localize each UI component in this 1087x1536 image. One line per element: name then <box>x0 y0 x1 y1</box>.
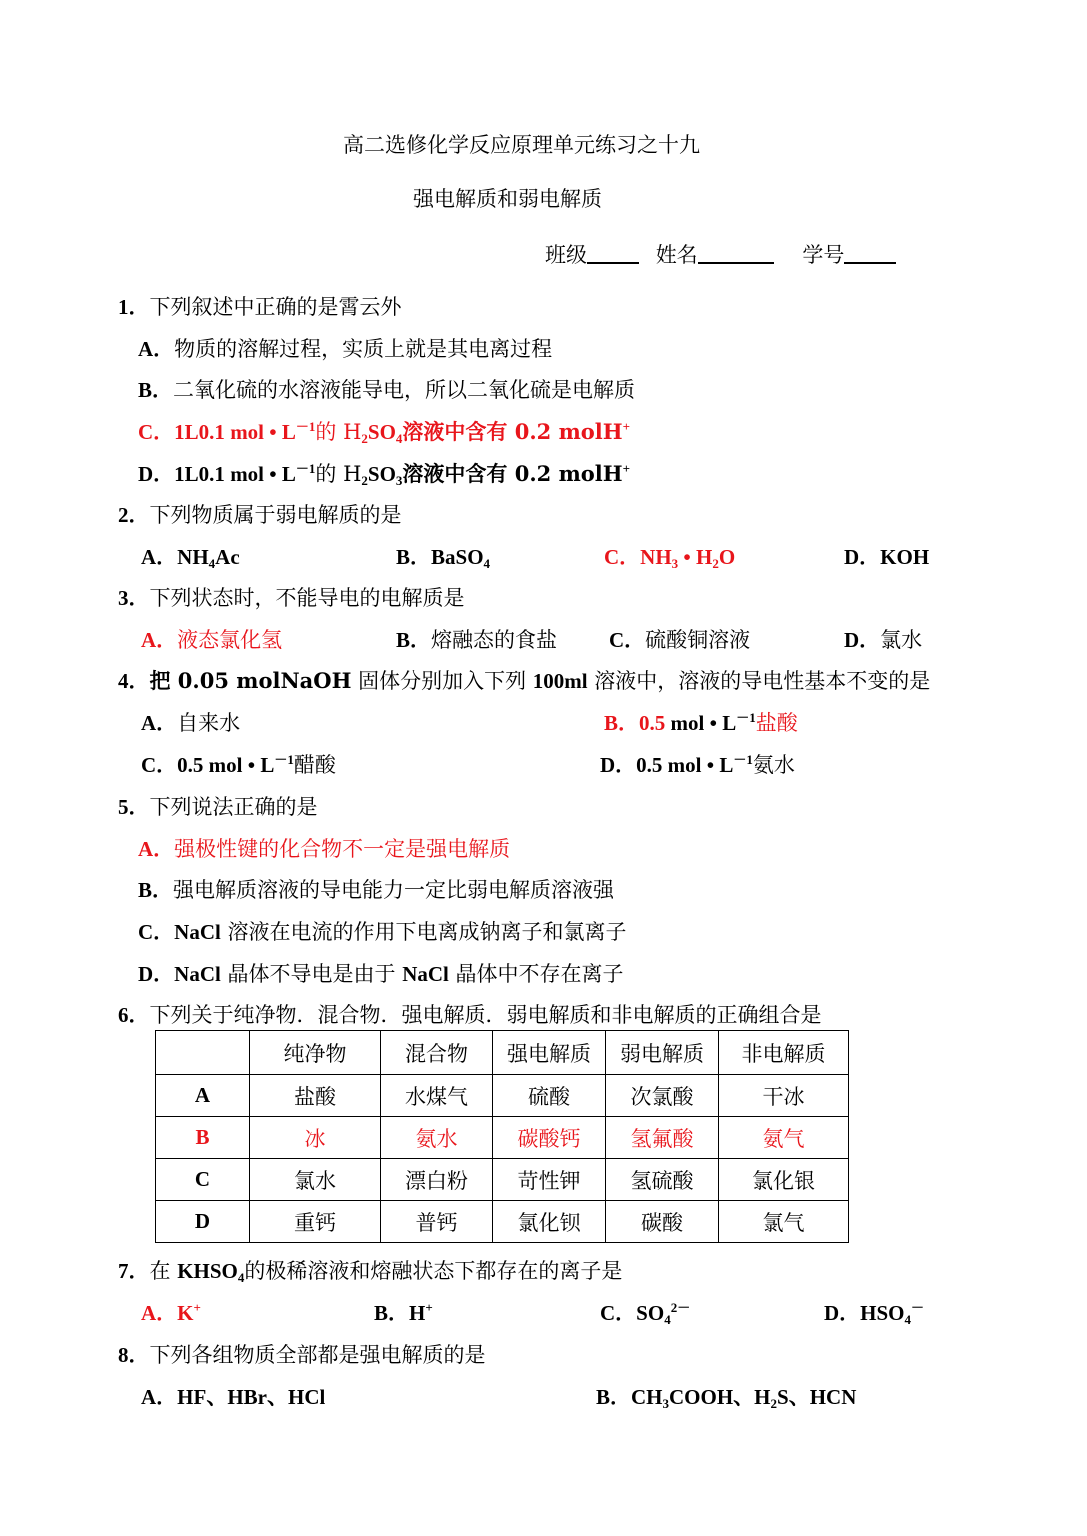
option-text: mol • L <box>665 711 737 735</box>
superscript: + <box>622 461 631 476</box>
option-text: 0.5 <box>639 711 666 735</box>
question-stem: 下列叙述中正确的是霄云外 <box>149 295 402 319</box>
option-label: D． <box>844 628 881 652</box>
q4-option-c <box>141 750 336 780</box>
q4-option-d <box>600 750 795 780</box>
table-cell: 氯化钡 <box>493 1201 606 1243</box>
option-text: mol • L <box>224 462 296 486</box>
option-text: 溶液中含有 0.2 molH <box>402 419 623 444</box>
superscript: + <box>193 1300 201 1315</box>
class-blank[interactable] <box>587 242 639 264</box>
table-cell: 氢硫酸 <box>606 1159 719 1201</box>
option-label: A． <box>141 628 178 652</box>
table-cell: D <box>156 1201 250 1243</box>
q4-option-b-answer <box>604 708 798 738</box>
q3-option-d <box>844 625 922 655</box>
table-header-cell: 弱电解质 <box>606 1031 719 1075</box>
table-row-answer <box>156 1117 849 1159</box>
subscript: 4 <box>208 556 216 571</box>
option-text: SO <box>636 1301 665 1325</box>
id-blank[interactable] <box>844 242 896 264</box>
question-5 <box>118 792 318 822</box>
table-cell: 水煤气 <box>381 1075 493 1117</box>
question-stem: 下列状态时，不能导电的电解质是 <box>149 586 465 610</box>
subscript: 4 <box>664 1312 671 1327</box>
superscript: －1 <box>736 710 756 725</box>
option-text: HF、HBr、HCl <box>177 1385 326 1409</box>
option-text: CH <box>631 1385 663 1409</box>
question-stem: 下列物质属于弱电解质的是 <box>149 503 402 527</box>
q3-option-a-answer <box>141 625 282 655</box>
option-text: 硫酸铜溶液 <box>645 628 751 652</box>
table-header-cell: 非电解质 <box>719 1031 849 1075</box>
q7-option-d <box>824 1298 924 1328</box>
question-4 <box>118 666 930 696</box>
option-text: 盐酸 <box>755 711 798 735</box>
table-row <box>156 1201 849 1243</box>
table-header-cell <box>156 1031 250 1075</box>
question-stem: 的极稀溶液和熔融状态下都存在的离子是 <box>244 1259 623 1283</box>
table-header-row <box>156 1031 849 1075</box>
option-label: A． <box>141 545 178 569</box>
option-text: Ac <box>215 545 240 569</box>
superscript: + <box>425 1300 433 1315</box>
q1-option-a <box>138 334 552 364</box>
option-label: B． <box>374 1301 410 1325</box>
question-7 <box>118 1256 622 1286</box>
subscript: 2 <box>770 1396 778 1411</box>
q7-option-a-answer <box>141 1298 201 1328</box>
option-label: C． <box>138 920 175 944</box>
subscript: 2 <box>361 431 368 446</box>
q7-option-b <box>374 1298 433 1328</box>
table-cell: 氨水 <box>381 1117 493 1159</box>
q2-option-a <box>141 542 240 572</box>
q1-option-b <box>138 375 635 405</box>
q5-option-c <box>138 917 627 947</box>
classification-table <box>155 1030 849 1243</box>
option-text: SO <box>367 462 396 486</box>
question-6 <box>118 1000 822 1030</box>
option-label: C． <box>600 1301 637 1325</box>
table-cell: 氢氟酸 <box>606 1117 719 1159</box>
question-number: 3． <box>118 586 150 610</box>
table-cell: 冰 <box>250 1117 381 1159</box>
option-text: 晶体不导电是由于 <box>220 962 403 986</box>
option-text: 的 H <box>315 462 362 486</box>
q2-option-d <box>844 542 929 572</box>
question-stem: 下列说法正确的是 <box>149 795 318 819</box>
option-text: 0.5 mol • L <box>177 753 275 777</box>
table-cell: 普钙 <box>381 1201 493 1243</box>
table-cell: 氨气 <box>719 1117 849 1159</box>
name-blank[interactable] <box>698 242 774 264</box>
superscript: －1 <box>295 461 316 476</box>
subscript: 2 <box>712 556 719 571</box>
table-cell: 碳酸 <box>606 1201 719 1243</box>
table-cell: 盐酸 <box>250 1075 381 1117</box>
option-text: O <box>718 545 736 569</box>
option-label: C． <box>138 420 175 444</box>
q3-option-c <box>609 625 750 655</box>
student-info <box>545 240 896 270</box>
option-label: A． <box>141 1301 178 1325</box>
table-cell: 氯气 <box>719 1201 849 1243</box>
option-text: 1L0.1 <box>174 462 225 486</box>
option-text: H <box>409 1301 426 1325</box>
superscript: －1 <box>733 752 753 767</box>
question-number: 4． <box>118 669 150 693</box>
option-text: 醋酸 <box>293 753 336 777</box>
table-cell: 碳酸钙 <box>493 1117 606 1159</box>
subscript: 4 <box>483 556 491 571</box>
table-cell: A <box>156 1075 250 1117</box>
option-text: 溶液中含有 0.2 molH <box>402 461 623 486</box>
option-label: D． <box>600 753 637 777</box>
question-stem: 下列各组物质全部都是强电解质的是 <box>149 1343 486 1367</box>
subscript: 2 <box>361 473 368 488</box>
superscript: － <box>911 1300 925 1315</box>
option-label: B． <box>604 711 640 735</box>
question-1 <box>118 292 402 322</box>
option-text: 液态氯化氢 <box>177 628 283 652</box>
question-number: 6． <box>118 1003 150 1027</box>
table-row <box>156 1075 849 1117</box>
option-label: D． <box>824 1301 861 1325</box>
option-text: K <box>177 1301 194 1325</box>
q1-option-c-answer <box>138 417 630 447</box>
option-label: D． <box>138 462 175 486</box>
option-text: 物质的溶解过程，实质上就是其电离过程 <box>174 337 553 361</box>
question-8 <box>118 1340 486 1370</box>
table-cell: 重钙 <box>250 1201 381 1243</box>
question-stem: 下列关于纯净物．混合物．强电解质．弱电解质和非电解质的正确组合是 <box>149 1003 822 1027</box>
option-label: B． <box>138 378 174 402</box>
superscript: + <box>622 419 631 434</box>
option-label: B． <box>138 878 174 902</box>
option-text: HSO <box>860 1301 905 1325</box>
option-label: A． <box>141 1385 178 1409</box>
table-cell: 干冰 <box>719 1075 849 1117</box>
question-number: 8． <box>118 1343 150 1367</box>
option-text: NH <box>177 545 209 569</box>
option-text: 晶体中不存在离子 <box>448 962 624 986</box>
table-cell: 苛性钾 <box>493 1159 606 1201</box>
question-stem: KHSO <box>177 1259 238 1283</box>
option-text: 氯水 <box>880 628 923 652</box>
option-label: C． <box>604 545 641 569</box>
q8-option-b <box>596 1382 856 1412</box>
option-text: SO <box>367 420 396 444</box>
table-header-cell: 混合物 <box>381 1031 493 1075</box>
question-stem: 把 0.05 molNaOH <box>149 668 352 693</box>
table-cell: 氯化银 <box>719 1159 849 1201</box>
option-text: 0.5 mol • L <box>636 753 734 777</box>
option-text: S、HCN <box>777 1385 857 1409</box>
page-subtitle: 强电解质和弱电解质 <box>413 187 602 211</box>
question-number: 5． <box>118 795 150 819</box>
option-text: 氨水 <box>752 753 795 777</box>
question-number: 7． <box>118 1259 150 1283</box>
option-text: NaCl <box>174 962 221 986</box>
table-cell: 次氯酸 <box>606 1075 719 1117</box>
table-cell: 硫酸 <box>493 1075 606 1117</box>
option-label: C． <box>609 628 646 652</box>
option-label: A． <box>138 837 175 861</box>
option-text: COOH、H <box>669 1385 771 1409</box>
option-text: KOH <box>880 545 930 569</box>
question-3 <box>118 583 465 613</box>
option-text: 自来水 <box>177 711 241 735</box>
question-stem: 100ml <box>532 669 588 693</box>
subscript: 4 <box>904 1312 912 1327</box>
subscript: 3 <box>395 473 403 488</box>
question-2 <box>118 500 402 530</box>
q3-option-b <box>396 625 557 655</box>
superscript: －1 <box>274 752 294 767</box>
option-text: NaCl <box>174 920 221 944</box>
subscript: 3 <box>671 556 679 571</box>
option-text: mol • L <box>224 420 296 444</box>
q4-option-a <box>141 708 240 738</box>
q2-option-c-answer <box>604 542 735 572</box>
q8-option-a <box>141 1382 325 1412</box>
question-stem: 固体分别加入下列 <box>351 669 533 693</box>
question-stem: 在 <box>149 1259 178 1283</box>
superscript: 2－ <box>670 1300 691 1315</box>
table-header-cell: 强电解质 <box>493 1031 606 1075</box>
option-text: 强电解质溶液的导电能力一定比弱电解质溶液强 <box>173 878 615 902</box>
q5-option-b <box>138 875 614 905</box>
name-label: 姓名 <box>655 243 698 267</box>
option-text: 二氧化硫的水溶液能导电，所以二氧化硫是电解质 <box>173 378 636 402</box>
table-cell: 氯水 <box>250 1159 381 1201</box>
table-header-cell: 纯净物 <box>250 1031 381 1075</box>
q2-option-b <box>396 542 490 572</box>
subscript: 4 <box>395 431 403 446</box>
id-label: 学号 <box>802 243 845 267</box>
option-label: D． <box>138 962 175 986</box>
question-number: 1． <box>118 295 150 319</box>
option-text: NH <box>640 545 672 569</box>
option-label: B． <box>596 1385 632 1409</box>
question-number: 2． <box>118 503 150 527</box>
subscript: 3 <box>662 1396 670 1411</box>
option-text: • H <box>678 545 713 569</box>
option-label: A． <box>138 337 175 361</box>
option-text: 溶液在电流的作用下电离成钠离子和氯离子 <box>220 920 627 944</box>
option-label: C． <box>141 753 178 777</box>
superscript: －1 <box>295 419 316 434</box>
table-cell: B <box>156 1117 250 1159</box>
option-text: BaSO <box>431 545 484 569</box>
option-label: B． <box>396 628 432 652</box>
question-stem: 溶液中，溶液的导电性基本不变的是 <box>587 669 931 693</box>
option-label: A． <box>141 711 178 735</box>
table-cell: C <box>156 1159 250 1201</box>
q5-option-a-answer <box>138 834 510 864</box>
subscript: 4 <box>237 1270 245 1285</box>
option-text: NaCl <box>402 962 449 986</box>
table-row <box>156 1159 849 1201</box>
table-cell: 漂白粉 <box>381 1159 493 1201</box>
page-title: 高二选修化学反应原理单元练习之十九 <box>343 133 700 157</box>
option-label: D． <box>844 545 881 569</box>
q7-option-c <box>600 1298 690 1328</box>
q5-option-d <box>138 959 624 989</box>
option-text: 强极性键的化合物不一定是强电解质 <box>174 837 511 861</box>
option-label: B． <box>396 545 432 569</box>
option-text: 熔融态的食盐 <box>431 628 558 652</box>
q1-option-d <box>138 459 630 489</box>
class-label: 班级 <box>545 243 587 267</box>
option-text: 的 H <box>315 420 362 444</box>
option-text: 1L0.1 <box>174 420 225 444</box>
